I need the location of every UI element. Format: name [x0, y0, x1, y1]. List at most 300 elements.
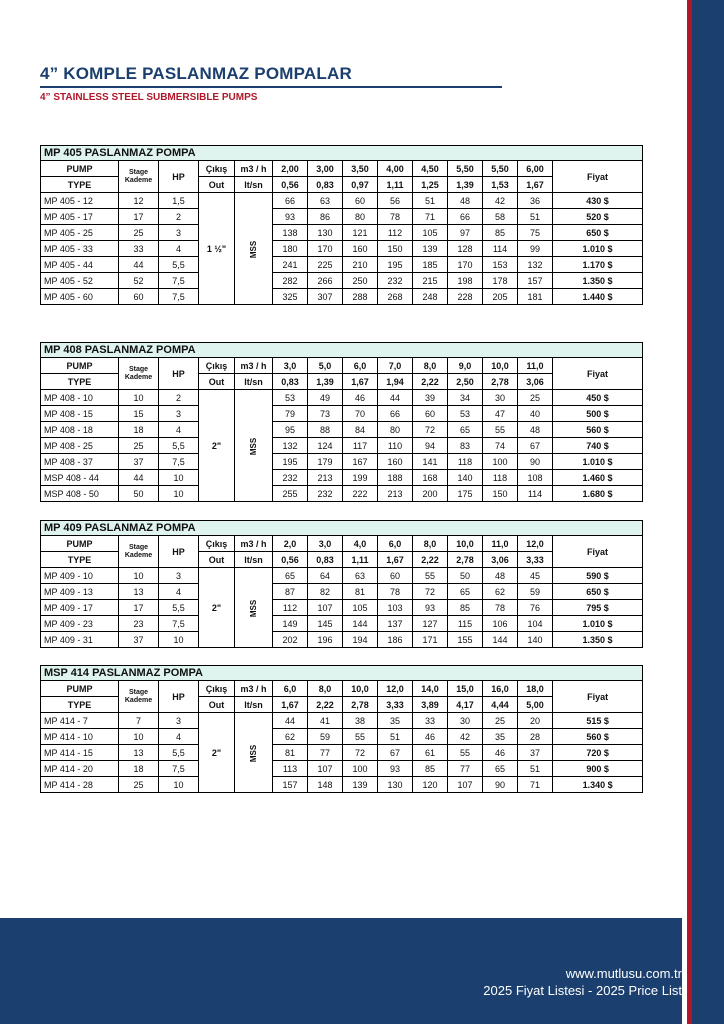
stage-count: 18	[119, 422, 159, 438]
header-type: TYPE	[41, 374, 119, 390]
head-value: 67	[378, 745, 413, 761]
price-value: 740 $	[553, 438, 643, 454]
price-value: 650 $	[553, 584, 643, 600]
hp-value: 10	[159, 486, 199, 502]
head-value: 155	[448, 632, 483, 648]
head-value: 56	[378, 193, 413, 209]
table-row	[41, 616, 643, 632]
pump-type: MP 405 - 25	[41, 225, 119, 241]
title-underline	[40, 86, 502, 88]
head-value: 67	[518, 438, 553, 454]
table-row	[41, 406, 643, 422]
pump-type: MP 414 - 28	[41, 777, 119, 793]
head-value: 64	[308, 568, 343, 584]
flow-ltsn-value: 1,94	[378, 374, 413, 390]
head-value: 137	[378, 616, 413, 632]
pump-table	[40, 145, 643, 305]
head-value: 160	[378, 454, 413, 470]
stage-count: 13	[119, 745, 159, 761]
head-value: 97	[448, 225, 483, 241]
pump-type: MP 408 - 10	[41, 390, 119, 406]
header-stage-tr: Kademe	[124, 551, 153, 559]
header-ltsn: lt/sn	[235, 697, 273, 713]
head-value: 178	[483, 273, 518, 289]
head-value: 61	[413, 745, 448, 761]
table-caption: MP 409 PASLANMAZ POMPA	[41, 521, 643, 536]
head-value: 250	[343, 273, 378, 289]
head-value: 140	[448, 470, 483, 486]
table-row	[41, 289, 643, 305]
head-value: 232	[308, 486, 343, 502]
hp-value: 7,5	[159, 289, 199, 305]
pump-type: MP 409 - 13	[41, 584, 119, 600]
header-stage-tr: Kademe	[124, 373, 153, 381]
header-pump: PUMP	[41, 536, 119, 552]
header-hp: HP	[159, 161, 199, 193]
outlet-size: 1 ½"	[199, 193, 235, 305]
head-value: 140	[518, 632, 553, 648]
flow-ltsn-value: 2,22	[413, 374, 448, 390]
head-value: 41	[308, 713, 343, 729]
hp-value: 2	[159, 209, 199, 225]
table-row	[41, 257, 643, 273]
head-value: 132	[518, 257, 553, 273]
head-value: 85	[483, 225, 518, 241]
hp-value: 5,5	[159, 745, 199, 761]
head-value: 66	[448, 209, 483, 225]
head-value: 46	[343, 390, 378, 406]
mss-cell	[235, 713, 273, 793]
stage-count: 25	[119, 225, 159, 241]
head-value: 42	[483, 193, 518, 209]
price-value: 1.440 $	[553, 289, 643, 305]
price-value: 1.350 $	[553, 632, 643, 648]
header-type: TYPE	[41, 697, 119, 713]
head-value: 210	[343, 257, 378, 273]
head-value: 148	[308, 777, 343, 793]
head-value: 105	[413, 225, 448, 241]
flow-ltsn-value: 1,25	[413, 177, 448, 193]
footer-website: www.mutlusu.com.tr	[565, 966, 682, 981]
head-value: 195	[273, 454, 308, 470]
price-value: 1.010 $	[553, 241, 643, 257]
flow-m3h-value: 8,0	[413, 536, 448, 552]
head-value: 20	[518, 713, 553, 729]
head-value: 93	[273, 209, 308, 225]
mss-cell	[235, 390, 273, 502]
head-value: 170	[448, 257, 483, 273]
flow-m3h-value: 5,50	[448, 161, 483, 177]
flow-m3h-value: 10,0	[343, 681, 378, 697]
header-stage	[119, 536, 159, 568]
hp-value: 7,5	[159, 616, 199, 632]
flow-ltsn-value: 0,83	[273, 374, 308, 390]
head-value: 232	[378, 273, 413, 289]
head-value: 33	[413, 713, 448, 729]
head-value: 248	[413, 289, 448, 305]
flow-ltsn-value: 1,39	[308, 374, 343, 390]
head-value: 157	[518, 273, 553, 289]
price-value: 430 $	[553, 193, 643, 209]
price-value: 1.170 $	[553, 257, 643, 273]
header-hp: HP	[159, 358, 199, 390]
head-value: 181	[518, 289, 553, 305]
head-value: 75	[518, 225, 553, 241]
flow-m3h-value: 14,0	[413, 681, 448, 697]
table-header-row	[41, 161, 643, 177]
stage-count: 23	[119, 616, 159, 632]
mss-label: MSS	[249, 599, 258, 617]
head-value: 28	[518, 729, 553, 745]
head-value: 325	[273, 289, 308, 305]
head-value: 77	[308, 745, 343, 761]
pump-type: MP 409 - 23	[41, 616, 119, 632]
head-value: 70	[343, 406, 378, 422]
head-value: 171	[413, 632, 448, 648]
head-value: 51	[378, 729, 413, 745]
head-value: 34	[448, 390, 483, 406]
head-value: 65	[483, 761, 518, 777]
stage-count: 25	[119, 777, 159, 793]
flow-m3h-value: 7,0	[378, 358, 413, 374]
head-value: 105	[343, 600, 378, 616]
pump-type: MP 408 - 37	[41, 454, 119, 470]
hp-value: 3	[159, 568, 199, 584]
head-value: 160	[343, 241, 378, 257]
flow-ltsn-value: 3,33	[518, 552, 553, 568]
price-value: 1.340 $	[553, 777, 643, 793]
head-value: 51	[413, 193, 448, 209]
hp-value: 3	[159, 406, 199, 422]
header-type: TYPE	[41, 552, 119, 568]
head-value: 107	[308, 600, 343, 616]
flow-ltsn-value: 2,50	[448, 374, 483, 390]
head-value: 49	[308, 390, 343, 406]
head-value: 186	[378, 632, 413, 648]
stage-count: 37	[119, 632, 159, 648]
head-value: 36	[518, 193, 553, 209]
header-ltsn: lt/sn	[235, 374, 273, 390]
head-value: 95	[273, 422, 308, 438]
hp-value: 4	[159, 422, 199, 438]
mss-label: MSS	[249, 744, 258, 762]
pump-type: MSP 408 - 50	[41, 486, 119, 502]
head-value: 60	[378, 568, 413, 584]
head-value: 266	[308, 273, 343, 289]
head-value: 215	[413, 273, 448, 289]
flow-ltsn-value: 2,22	[413, 552, 448, 568]
flow-m3h-value: 2,0	[273, 536, 308, 552]
page-subtitle: 4” STAINLESS STEEL SUBMERSIBLE PUMPS	[40, 92, 258, 103]
head-value: 44	[273, 713, 308, 729]
head-value: 213	[308, 470, 343, 486]
head-value: 45	[518, 568, 553, 584]
pump-type: MP 408 - 18	[41, 422, 119, 438]
head-value: 55	[448, 745, 483, 761]
head-value: 78	[483, 600, 518, 616]
head-value: 120	[413, 777, 448, 793]
head-value: 55	[483, 422, 518, 438]
flow-m3h-value: 4,50	[413, 161, 448, 177]
header-m3h: m3 / h	[235, 358, 273, 374]
head-value: 30	[448, 713, 483, 729]
stage-count: 25	[119, 438, 159, 454]
head-value: 25	[518, 390, 553, 406]
mss-cell	[235, 193, 273, 305]
header-out: Out	[199, 177, 235, 193]
pump-type: MP 414 - 15	[41, 745, 119, 761]
header-m3h: m3 / h	[235, 161, 273, 177]
flow-m3h-value: 3,0	[273, 358, 308, 374]
head-value: 85	[448, 600, 483, 616]
head-value: 72	[413, 422, 448, 438]
price-value: 515 $	[553, 713, 643, 729]
pump-type: MP 408 - 25	[41, 438, 119, 454]
price-value: 795 $	[553, 600, 643, 616]
hp-value: 4	[159, 241, 199, 257]
header-out: Out	[199, 697, 235, 713]
head-value: 65	[448, 422, 483, 438]
header-m3h: m3 / h	[235, 681, 273, 697]
header-hp: HP	[159, 536, 199, 568]
header-stage-tr: Kademe	[124, 696, 153, 704]
flow-m3h-value: 3,0	[308, 536, 343, 552]
head-value: 38	[343, 713, 378, 729]
flow-ltsn-value: 3,06	[483, 552, 518, 568]
head-value: 47	[483, 406, 518, 422]
header-stage-en: Stage	[128, 688, 149, 696]
head-value: 213	[378, 486, 413, 502]
table-row	[41, 632, 643, 648]
flow-m3h-value: 10,0	[483, 358, 518, 374]
table-caption: MP 408 PASLANMAZ POMPA	[41, 343, 643, 358]
head-value: 196	[308, 632, 343, 648]
flow-ltsn-value: 1,11	[378, 177, 413, 193]
head-value: 73	[308, 406, 343, 422]
head-value: 66	[273, 193, 308, 209]
side-navy-band	[692, 0, 724, 1024]
head-value: 65	[273, 568, 308, 584]
table-row	[41, 422, 643, 438]
header-hp: HP	[159, 681, 199, 713]
head-value: 51	[518, 761, 553, 777]
price-value: 900 $	[553, 761, 643, 777]
head-value: 78	[378, 209, 413, 225]
head-value: 139	[343, 777, 378, 793]
price-value: 1.010 $	[553, 616, 643, 632]
table-caption: MP 405 PASLANMAZ POMPA	[41, 146, 643, 161]
outlet-size: 2"	[199, 713, 235, 793]
flow-m3h-value: 2,00	[273, 161, 308, 177]
flow-ltsn-value: 2,78	[483, 374, 518, 390]
stage-count: 12	[119, 193, 159, 209]
head-value: 88	[308, 422, 343, 438]
head-value: 93	[413, 600, 448, 616]
pump-type: MP 405 - 12	[41, 193, 119, 209]
head-value: 130	[378, 777, 413, 793]
stage-count: 52	[119, 273, 159, 289]
header-stage	[119, 358, 159, 390]
price-value: 1.680 $	[553, 486, 643, 502]
head-value: 195	[378, 257, 413, 273]
stage-count: 60	[119, 289, 159, 305]
pump-type: MP 414 - 20	[41, 761, 119, 777]
head-value: 35	[378, 713, 413, 729]
head-value: 72	[413, 584, 448, 600]
head-value: 185	[413, 257, 448, 273]
table-caption-row	[41, 521, 643, 536]
stage-count: 44	[119, 257, 159, 273]
head-value: 145	[308, 616, 343, 632]
head-value: 39	[413, 390, 448, 406]
head-value: 82	[308, 584, 343, 600]
flow-ltsn-value: 0,56	[273, 552, 308, 568]
head-value: 60	[343, 193, 378, 209]
footer-pricelist: 2025 Fiyat Listesi - 2025 Price List	[483, 983, 682, 998]
flow-ltsn-value: 1,67	[518, 177, 553, 193]
head-value: 77	[448, 761, 483, 777]
stage-count: 17	[119, 209, 159, 225]
flow-m3h-value: 15,0	[448, 681, 483, 697]
flow-ltsn-value: 2,78	[343, 697, 378, 713]
head-value: 112	[273, 600, 308, 616]
head-value: 50	[448, 568, 483, 584]
head-value: 63	[343, 568, 378, 584]
price-value: 1.010 $	[553, 454, 643, 470]
stage-count: 50	[119, 486, 159, 502]
flow-m3h-value: 5,50	[483, 161, 518, 177]
pump-type: MP 405 - 33	[41, 241, 119, 257]
flow-ltsn-value: 0,83	[308, 177, 343, 193]
head-value: 46	[483, 745, 518, 761]
head-value: 104	[518, 616, 553, 632]
head-value: 150	[378, 241, 413, 257]
table-caption-row	[41, 146, 643, 161]
hp-value: 5,5	[159, 257, 199, 273]
head-value: 144	[483, 632, 518, 648]
head-value: 85	[413, 761, 448, 777]
head-value: 83	[448, 438, 483, 454]
head-value: 157	[273, 777, 308, 793]
stage-count: 13	[119, 584, 159, 600]
flow-ltsn-value: 1,11	[343, 552, 378, 568]
head-value: 62	[483, 584, 518, 600]
head-value: 232	[273, 470, 308, 486]
head-value: 139	[413, 241, 448, 257]
head-value: 118	[483, 470, 518, 486]
head-value: 59	[518, 584, 553, 600]
pump-type: MP 405 - 44	[41, 257, 119, 273]
table-row	[41, 241, 643, 257]
head-value: 48	[483, 568, 518, 584]
table-row	[41, 745, 643, 761]
head-value: 106	[483, 616, 518, 632]
head-value: 53	[273, 390, 308, 406]
head-value: 179	[308, 454, 343, 470]
pump-type: MP 409 - 10	[41, 568, 119, 584]
head-value: 35	[483, 729, 518, 745]
head-value: 113	[273, 761, 308, 777]
page-title: 4” KOMPLE PASLANMAZ POMPALAR	[40, 64, 352, 83]
head-value: 150	[483, 486, 518, 502]
head-value: 228	[448, 289, 483, 305]
head-value: 114	[483, 241, 518, 257]
header-stage-tr: Kademe	[124, 176, 153, 184]
header-type: TYPE	[41, 177, 119, 193]
flow-ltsn-value: 1,53	[483, 177, 518, 193]
head-value: 30	[483, 390, 518, 406]
table-header-row	[41, 681, 643, 697]
price-value: 720 $	[553, 745, 643, 761]
header-fiyat: Fiyat	[553, 161, 643, 193]
hp-value: 7,5	[159, 454, 199, 470]
flow-m3h-value: 18,0	[518, 681, 553, 697]
flow-ltsn-value: 3,89	[413, 697, 448, 713]
table-row	[41, 193, 643, 209]
flow-m3h-value: 6,0	[273, 681, 308, 697]
head-value: 60	[413, 406, 448, 422]
head-value: 80	[378, 422, 413, 438]
head-value: 127	[413, 616, 448, 632]
head-value: 175	[448, 486, 483, 502]
price-value: 560 $	[553, 729, 643, 745]
hp-value: 4	[159, 584, 199, 600]
head-value: 194	[343, 632, 378, 648]
head-value: 48	[518, 422, 553, 438]
head-value: 115	[448, 616, 483, 632]
price-value: 590 $	[553, 568, 643, 584]
head-value: 99	[518, 241, 553, 257]
price-value: 500 $	[553, 406, 643, 422]
head-value: 53	[448, 406, 483, 422]
table-row	[41, 470, 643, 486]
header-m3h: m3 / h	[235, 536, 273, 552]
stage-count: 7	[119, 713, 159, 729]
flow-ltsn-value: 3,33	[378, 697, 413, 713]
flow-ltsn-value: 0,56	[273, 177, 308, 193]
flow-m3h-value: 4,0	[343, 536, 378, 552]
head-value: 128	[448, 241, 483, 257]
header-out: Out	[199, 552, 235, 568]
head-value: 51	[518, 209, 553, 225]
head-value: 110	[378, 438, 413, 454]
head-value: 81	[343, 584, 378, 600]
flow-m3h-value: 6,0	[343, 358, 378, 374]
head-value: 288	[343, 289, 378, 305]
head-value: 117	[343, 438, 378, 454]
flow-m3h-value: 3,50	[343, 161, 378, 177]
head-value: 103	[378, 600, 413, 616]
flow-m3h-value: 11,0	[483, 536, 518, 552]
head-value: 63	[308, 193, 343, 209]
table-row	[41, 225, 643, 241]
stage-count: 10	[119, 568, 159, 584]
header-ltsn: lt/sn	[235, 177, 273, 193]
table-row	[41, 438, 643, 454]
head-value: 59	[308, 729, 343, 745]
head-value: 90	[518, 454, 553, 470]
head-value: 71	[413, 209, 448, 225]
mss-label: MSS	[249, 240, 258, 258]
head-value: 202	[273, 632, 308, 648]
table-row	[41, 713, 643, 729]
head-value: 124	[308, 438, 343, 454]
head-value: 78	[378, 584, 413, 600]
header-fiyat: Fiyat	[553, 536, 643, 568]
head-value: 37	[518, 745, 553, 761]
head-value: 118	[448, 454, 483, 470]
head-value: 71	[518, 777, 553, 793]
